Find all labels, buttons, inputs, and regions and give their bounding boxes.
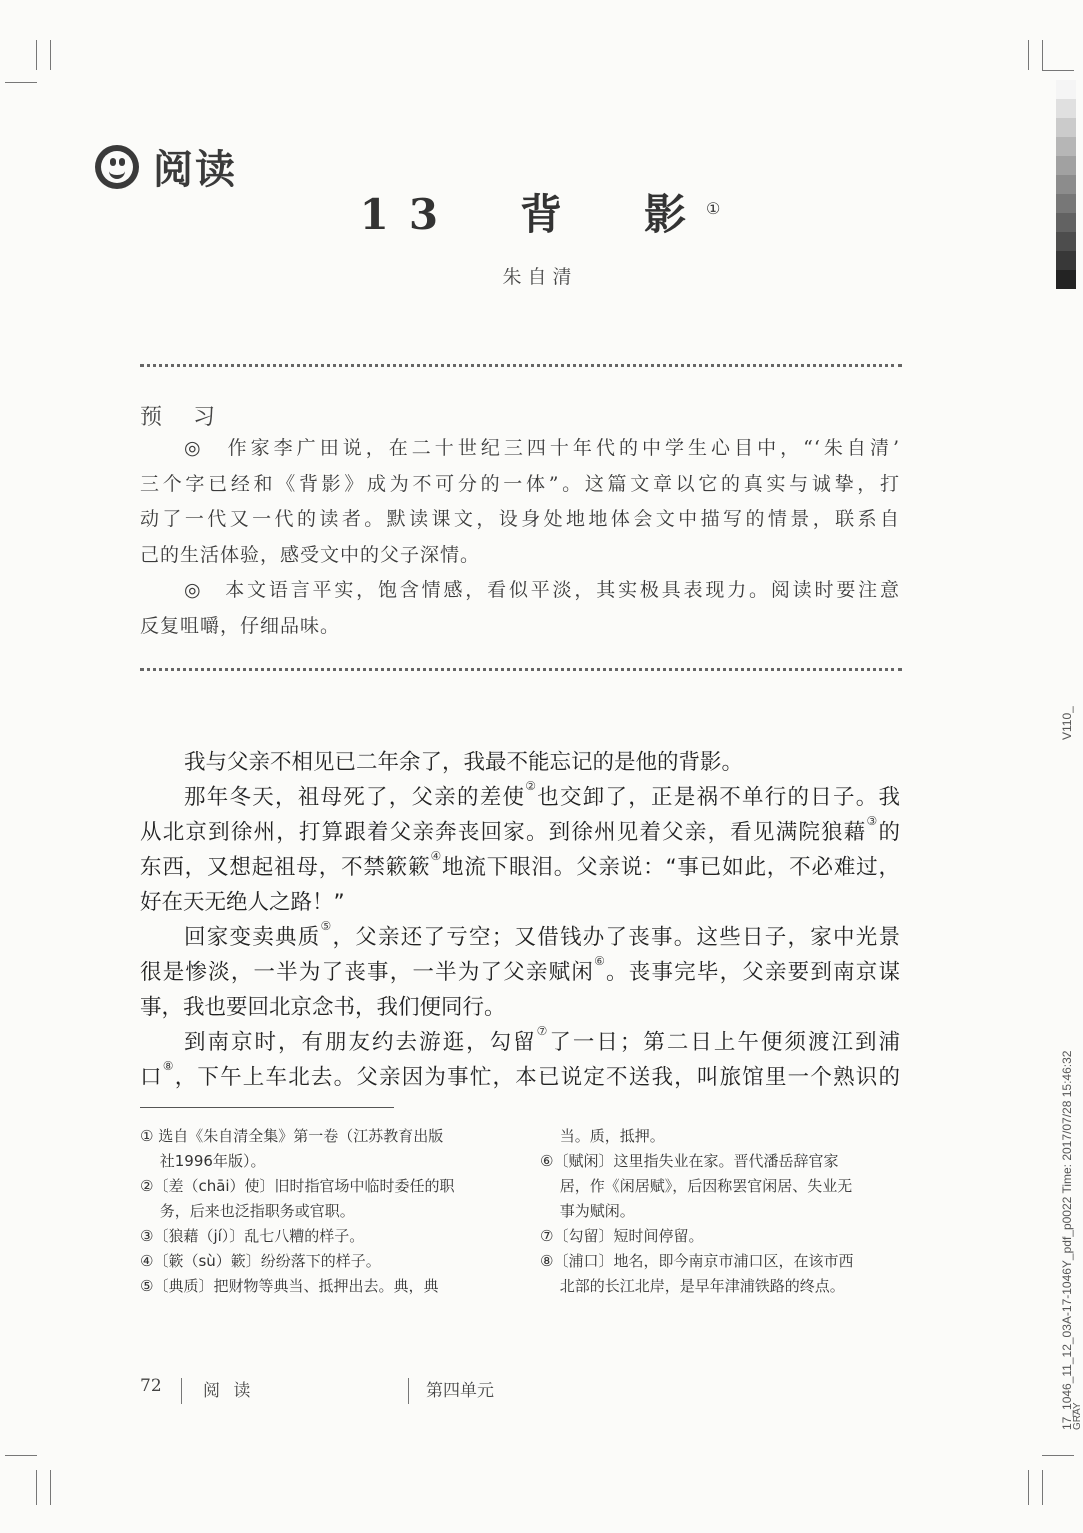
body-text: 了一日；第二日上午便须渡江到浦 <box>549 1030 900 1055</box>
dotted-divider <box>140 668 902 671</box>
body-text: 东西，又想起祖母，不禁簌簌 <box>140 855 431 880</box>
gray-patch <box>1056 156 1076 175</box>
crop-mark <box>5 82 37 83</box>
crop-mark <box>1042 1455 1074 1456</box>
body-text: 回家变卖典质 <box>184 925 321 950</box>
page-number: 72 <box>140 1376 162 1396</box>
footnote-line: ⑥〔赋闲〕这里指失业在家。晋代潘岳辞官家 <box>540 1152 839 1170</box>
crop-mark <box>36 1470 37 1505</box>
body-text: 地流下眼泪。父亲说：“事已如此，不必难过， <box>442 855 900 880</box>
preview-line: 己的生活体验，感受文中的父子深情。 <box>140 543 481 566</box>
dotted-divider <box>140 364 902 367</box>
body-line <box>140 780 900 815</box>
footnote-ref: ② <box>525 779 538 793</box>
body-line <box>140 1025 900 1060</box>
gray-patch <box>1056 118 1076 137</box>
gray-patch <box>1056 137 1076 156</box>
body-text: 到南京时，有朋友约去游逛，勾留 <box>184 1030 537 1055</box>
body-text: 口 <box>140 1065 163 1090</box>
footnote-line: ②〔差（chāi）使〕旧时指官场中临时委任的职 <box>140 1177 455 1195</box>
crop-mark <box>36 40 37 70</box>
preview-line: ◎ 本文语言平实，饱含情感，看似平淡，其实极具表现力。阅读时要注意 <box>184 579 900 601</box>
footnote-ref: ⑧ <box>162 1059 175 1073</box>
print-version: V110_ <box>1060 706 1074 740</box>
body-line <box>140 955 900 990</box>
footnote-line: 居，作《闲居赋》，后因称罢官闲居、失业无 <box>540 1177 853 1195</box>
crop-mark <box>1042 1470 1043 1505</box>
footnote-ref: ⑤ <box>320 919 333 933</box>
footer-unit: 第四单元 <box>426 1381 494 1401</box>
footnote-ref: ③ <box>866 814 879 828</box>
crop-mark <box>1028 1470 1029 1505</box>
preview-label: 预 习 <box>140 405 227 430</box>
body-text: ，父亲还了亏空；又借钱办了丧事。这些日子，家中光景 <box>332 925 900 950</box>
footnote-line: 社1996年版）。 <box>140 1152 266 1170</box>
article-title <box>0 182 1080 242</box>
footer-section: 阅 读 <box>203 1381 255 1401</box>
body-text: 我与父亲不相见已二年余了，我最不能忘记的是他的背影。 <box>184 750 744 775</box>
body-text: 也交卸了，正是祸不单行的日子。我 <box>537 785 900 810</box>
print-mode: GRAY <box>1072 1402 1083 1430</box>
crop-mark <box>1028 40 1029 70</box>
body-line <box>140 920 900 955</box>
crop-mark <box>1042 40 1043 70</box>
footnote-line: 北部的长江北岸，是早年津浦铁路的终点。 <box>540 1277 845 1295</box>
footnote-line: ④〔簌（sù）簌〕纷纷落下的样子。 <box>140 1252 381 1270</box>
gray-patch <box>1056 80 1076 99</box>
divider <box>408 1378 409 1404</box>
body-text: 好在天无绝人之路！” <box>140 890 345 915</box>
gray-patch <box>1056 99 1076 118</box>
preview-line: ◎ 作家李广田说，在二十世纪三四十年代的中学生心目中，“‘朱自清’ <box>184 437 900 459</box>
body-line <box>140 815 900 850</box>
footnote-rule <box>140 1107 394 1108</box>
body-line <box>140 850 900 885</box>
footnote-line: ⑧〔浦口〕地名，即今南京市浦口区，在该市西 <box>540 1252 854 1270</box>
body-line <box>140 1060 900 1095</box>
preview-line: 动了一代又一代的读者。默读课文，设身处地地体会文中描写的情景，联系自 <box>140 508 900 530</box>
body-line <box>140 745 900 780</box>
footnote-line: ① 选自《朱自清全集》第一卷（江苏教育出版 <box>140 1127 444 1145</box>
body-text: 很是惨淡，一半为了丧事，一半为了父亲赋闲 <box>140 960 595 985</box>
body-text: 的 <box>878 820 900 845</box>
body-line <box>140 885 900 920</box>
footnote-line: ⑤〔典质〕把财物等典当、抵押出去。典，典 <box>140 1277 439 1295</box>
crop-mark <box>5 1455 37 1456</box>
preview-line: 三个字已经和《背影》成为不可分的一体”。这篇文章以它的真实与诚挚，打 <box>140 472 900 495</box>
footnotes-left <box>140 1124 455 1299</box>
body-text: 事，我也要回北京念书，我们便同行。 <box>140 995 506 1020</box>
footnote-ref: ⑥ <box>594 954 607 968</box>
body-text: 。丧事完毕，父亲要到南京谋 <box>606 960 900 985</box>
body-line <box>140 990 900 1025</box>
preview-line: 反复咀嚼，仔细品味。 <box>140 614 341 637</box>
title-footnote-mark: ① <box>706 199 721 218</box>
print-job-info: 17_1046_11_12_03A-17-1046Y_pdf_p0022 Time: 2017/07/28 15:46:32 <box>1060 1050 1074 1430</box>
crop-mark <box>50 1470 51 1505</box>
section-title: 阅读 <box>153 146 237 193</box>
title-text: 13 背 影 <box>359 190 707 239</box>
divider <box>181 1378 182 1404</box>
body-text: 那年冬天，祖母死了，父亲的差使 <box>184 785 526 810</box>
footnote-line: 事为赋闲。 <box>540 1202 635 1220</box>
crop-mark <box>50 40 51 70</box>
footnote-line: 当。质，抵押。 <box>540 1127 665 1145</box>
body-text: 从北京到徐州，打算跟着父亲奔丧回家。到徐州见着父亲，看见满院狼藉 <box>140 820 867 845</box>
footnote-ref: ④ <box>430 849 443 863</box>
author: 朱自清 <box>502 266 578 288</box>
body-text: ，下午上车北去。父亲因为事忙，本已说定不送我，叫旅馆里一个熟识的 <box>174 1065 900 1090</box>
crop-mark <box>1042 70 1074 71</box>
footnote-line: 务，后来也泛指职务或官职。 <box>140 1202 355 1220</box>
footnote-line: ⑦〔勾留〕短时间停留。 <box>540 1227 704 1245</box>
footnote-line: ③〔狼藉（jí）〕乱七八糟的样子。 <box>140 1227 365 1245</box>
footnotes-right <box>540 1124 853 1299</box>
footnote-ref: ⑦ <box>536 1024 550 1038</box>
